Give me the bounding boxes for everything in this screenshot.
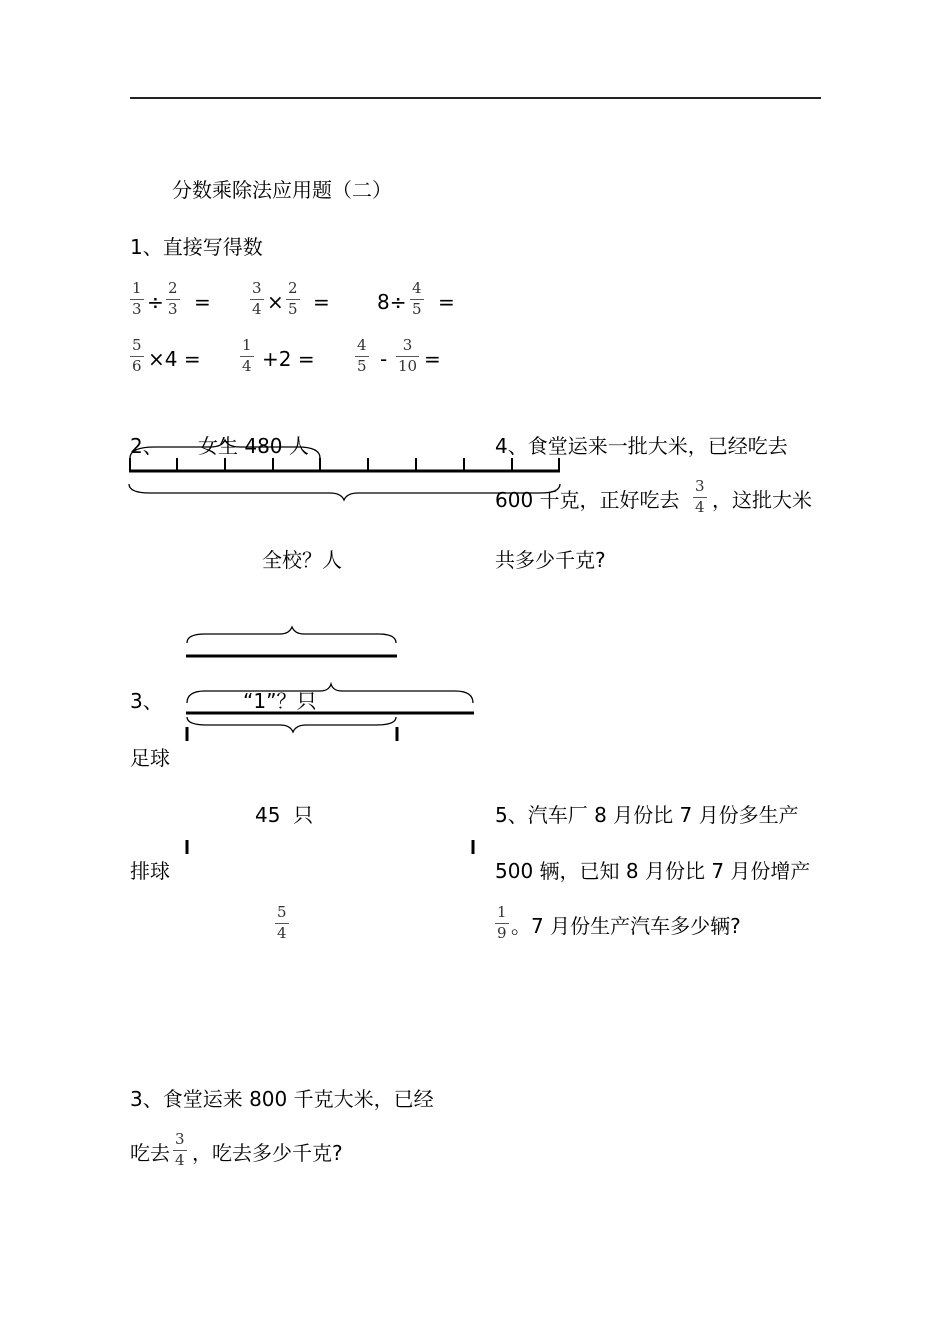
q4-line2-before: 600 千克，正好吃去 [495, 488, 680, 512]
q2-girls-brace [130, 440, 320, 458]
fraction: 3 4 [175, 1130, 185, 1169]
q4-line2-after: ，这批大米 [712, 488, 812, 512]
q3-prefix: 3、 [130, 689, 163, 713]
fraction: 3 10 [398, 336, 418, 375]
q3-football-label: 足球 [130, 746, 170, 770]
fraction: 2 3 [168, 279, 178, 318]
multiply-sign: × [267, 290, 284, 314]
q2-total-label: 全校？人 [262, 548, 342, 572]
q3-ticks [187, 727, 473, 854]
q4-line3: 共多少千克? [495, 548, 606, 572]
fraction: 1 3 [132, 279, 142, 318]
q3-lower-brace [187, 717, 396, 732]
expression-lead: 8÷ [377, 290, 407, 314]
q3-unit-label: “1”？只 [243, 689, 317, 713]
page-title: 分数乘除法应用题（二） [172, 178, 392, 202]
q1-heading: 1、直接写得数 [130, 235, 263, 259]
q5-line2: 500 辆，已知 8 月份比 7 月份增产 [495, 859, 811, 883]
q3-volleyball-label: 排球 [130, 859, 170, 883]
q5-line3: 。7 月份生产汽车多少辆? [511, 914, 741, 938]
fraction: 4 5 [357, 336, 367, 375]
q3-value-label: 45 只 [255, 803, 314, 827]
fraction: 5 4 [277, 903, 287, 942]
expression-tail: +2 = [262, 347, 315, 371]
equals-sign: = [194, 290, 211, 314]
fraction: 2 5 [288, 279, 298, 318]
fraction: 3 4 [695, 477, 705, 516]
fraction: 3 4 [252, 279, 262, 318]
q3b-line2-after: ，吃去多少千克? [192, 1141, 343, 1165]
equals-sign: = [424, 347, 441, 371]
q2-prefix: 2、 [130, 434, 163, 458]
q4-line1: 4、食堂运来一批大米，已经吃去 [495, 434, 788, 458]
q3b-line2-before: 吃去 [130, 1141, 170, 1165]
fraction: 4 5 [412, 279, 422, 318]
equals-sign: = [313, 290, 330, 314]
q3-top-brace [187, 627, 396, 643]
fraction: 1 9 [497, 903, 507, 942]
q5-line1: 5、汽车厂 8 月份比 7 月份多生产 [495, 803, 799, 827]
expression-tail: ×4 = [148, 347, 201, 371]
q3-whole-brace [187, 684, 473, 703]
divide-sign: ÷ [147, 290, 164, 314]
minus-sign: - [380, 347, 388, 371]
fraction: 1 4 [242, 336, 252, 375]
q2-segment-label: 女生 480 人 [198, 434, 309, 458]
q3b-line1: 3、食堂运来 800 千克大米，已经 [130, 1087, 434, 1111]
equals-sign: = [438, 290, 455, 314]
fraction: 5 6 [132, 336, 142, 375]
q2-ticks [130, 458, 559, 471]
